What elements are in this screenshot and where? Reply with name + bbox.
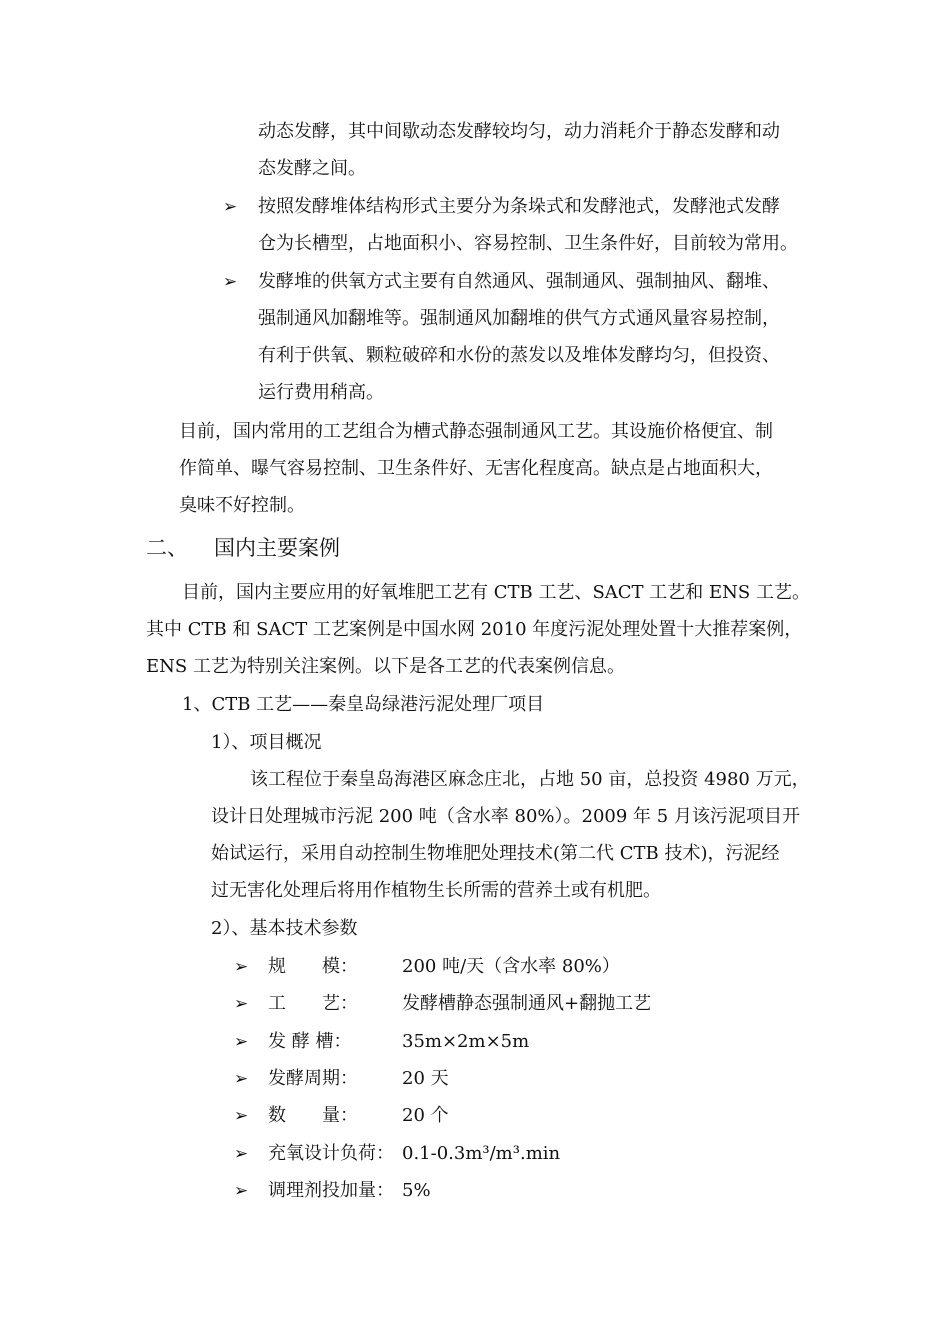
summary-line: 作简单、曝气容易控制、卫生条件好、无害化程度高。缺点是占地面积大， bbox=[179, 458, 773, 479]
bullet-text-line: 仓为长槽型，占地面积小、容易控制、卫生条件好，目前较为常用。 bbox=[258, 233, 798, 254]
overview-line: 过无害化处理后将用作植物生长所需的营养土或有机肥。 bbox=[211, 880, 661, 901]
param-arrow-icon: ➢ bbox=[234, 1032, 249, 1052]
param-label: 发 酵 槽： bbox=[268, 1031, 352, 1052]
overview-line: 设计日处理城市污泥 200 吨（含水率 80%）。2009 年 5 月该污泥项目开 bbox=[211, 806, 800, 827]
overview-line: 该工程位于秦皇岛海港区麻念庄北，占地 50 亩，总投资 4980 万元， bbox=[250, 769, 810, 790]
param-label: 规 模： bbox=[268, 956, 358, 977]
intro-line: 目前，国内主要应用的好氧堆肥工艺有 CTB 工艺、SACT 工艺和 ENS 工艺。 bbox=[182, 582, 810, 603]
param-arrow-icon: ➢ bbox=[234, 1069, 249, 1089]
param-value: 20 个 bbox=[402, 1105, 449, 1126]
param-label: 调理剂投加量： bbox=[268, 1180, 394, 1201]
bullet-arrow-icon: ➢ bbox=[223, 272, 238, 292]
subsection-title: 2）、基本技术参数 bbox=[211, 918, 358, 939]
bullet-text-line: 运行费用稍高。 bbox=[258, 382, 384, 403]
bullet-text-line: 态发酵之间。 bbox=[258, 158, 366, 179]
bullet-text-line: 动态发酵，其中间歇动态发酵较均匀，动力消耗介于静态发酵和动 bbox=[258, 121, 780, 142]
section-number: 二、 bbox=[146, 536, 188, 560]
param-value: 0.1-0.3m³/m³.min bbox=[402, 1143, 561, 1164]
param-label: 工 艺： bbox=[268, 993, 358, 1014]
param-arrow-icon: ➢ bbox=[234, 957, 249, 977]
param-value: 200 吨/天（含水率 80%） bbox=[402, 956, 620, 977]
param-arrow-icon: ➢ bbox=[234, 1181, 249, 1201]
bullet-text-line: 发酵堆的供氧方式主要有自然通风、强制通风、强制抽风、翻堆、 bbox=[258, 271, 780, 292]
bullet-text-line: 按照发酵堆体结构形式主要分为条垛式和发酵池式，发酵池式发酵 bbox=[258, 196, 780, 217]
bullet-arrow-icon: ➢ bbox=[223, 197, 238, 217]
subsection-title: 1）、项目概况 bbox=[211, 732, 322, 753]
bullet-text-line: 强制通风加翻堆等。强制通风加翻堆的供气方式通风量容易控制， bbox=[258, 308, 780, 329]
case-title: 1、CTB 工艺——秦皇岛绿港污泥处理厂项目 bbox=[182, 694, 545, 715]
section-title: 国内主要案例 bbox=[214, 536, 340, 560]
param-arrow-icon: ➢ bbox=[234, 1144, 249, 1164]
param-arrow-icon: ➢ bbox=[234, 994, 249, 1014]
intro-line: 其中 CTB 和 SACT 工艺案例是中国水网 2010 年度污泥处理处置十大推荐案例， bbox=[146, 619, 803, 640]
bullet-text-line: 有利于供氧、颗粒破碎和水份的蒸发以及堆体发酵均匀，但投资、 bbox=[258, 345, 780, 366]
param-label: 充氧设计负荷： bbox=[268, 1143, 394, 1164]
param-value: 35m×2m×5m bbox=[402, 1031, 530, 1052]
intro-line: ENS 工艺为特别关注案例。以下是各工艺的代表案例信息。 bbox=[146, 656, 625, 677]
param-value: 5% bbox=[402, 1180, 431, 1201]
param-value: 发酵槽静态强制通风+翻抛工艺 bbox=[402, 993, 652, 1014]
param-value: 20 天 bbox=[402, 1068, 449, 1089]
overview-line: 始试运行，采用自动控制生物堆肥处理技术(第二代 CTB 技术)，污泥经 bbox=[211, 843, 780, 864]
param-label: 发酵周期： bbox=[268, 1068, 358, 1089]
param-arrow-icon: ➢ bbox=[234, 1106, 249, 1126]
summary-line: 臭味不好控制。 bbox=[179, 495, 305, 516]
summary-line: 目前，国内常用的工艺组合为槽式静态强制通风工艺。其设施价格便宜、制 bbox=[179, 421, 773, 442]
param-label: 数 量： bbox=[268, 1105, 358, 1126]
